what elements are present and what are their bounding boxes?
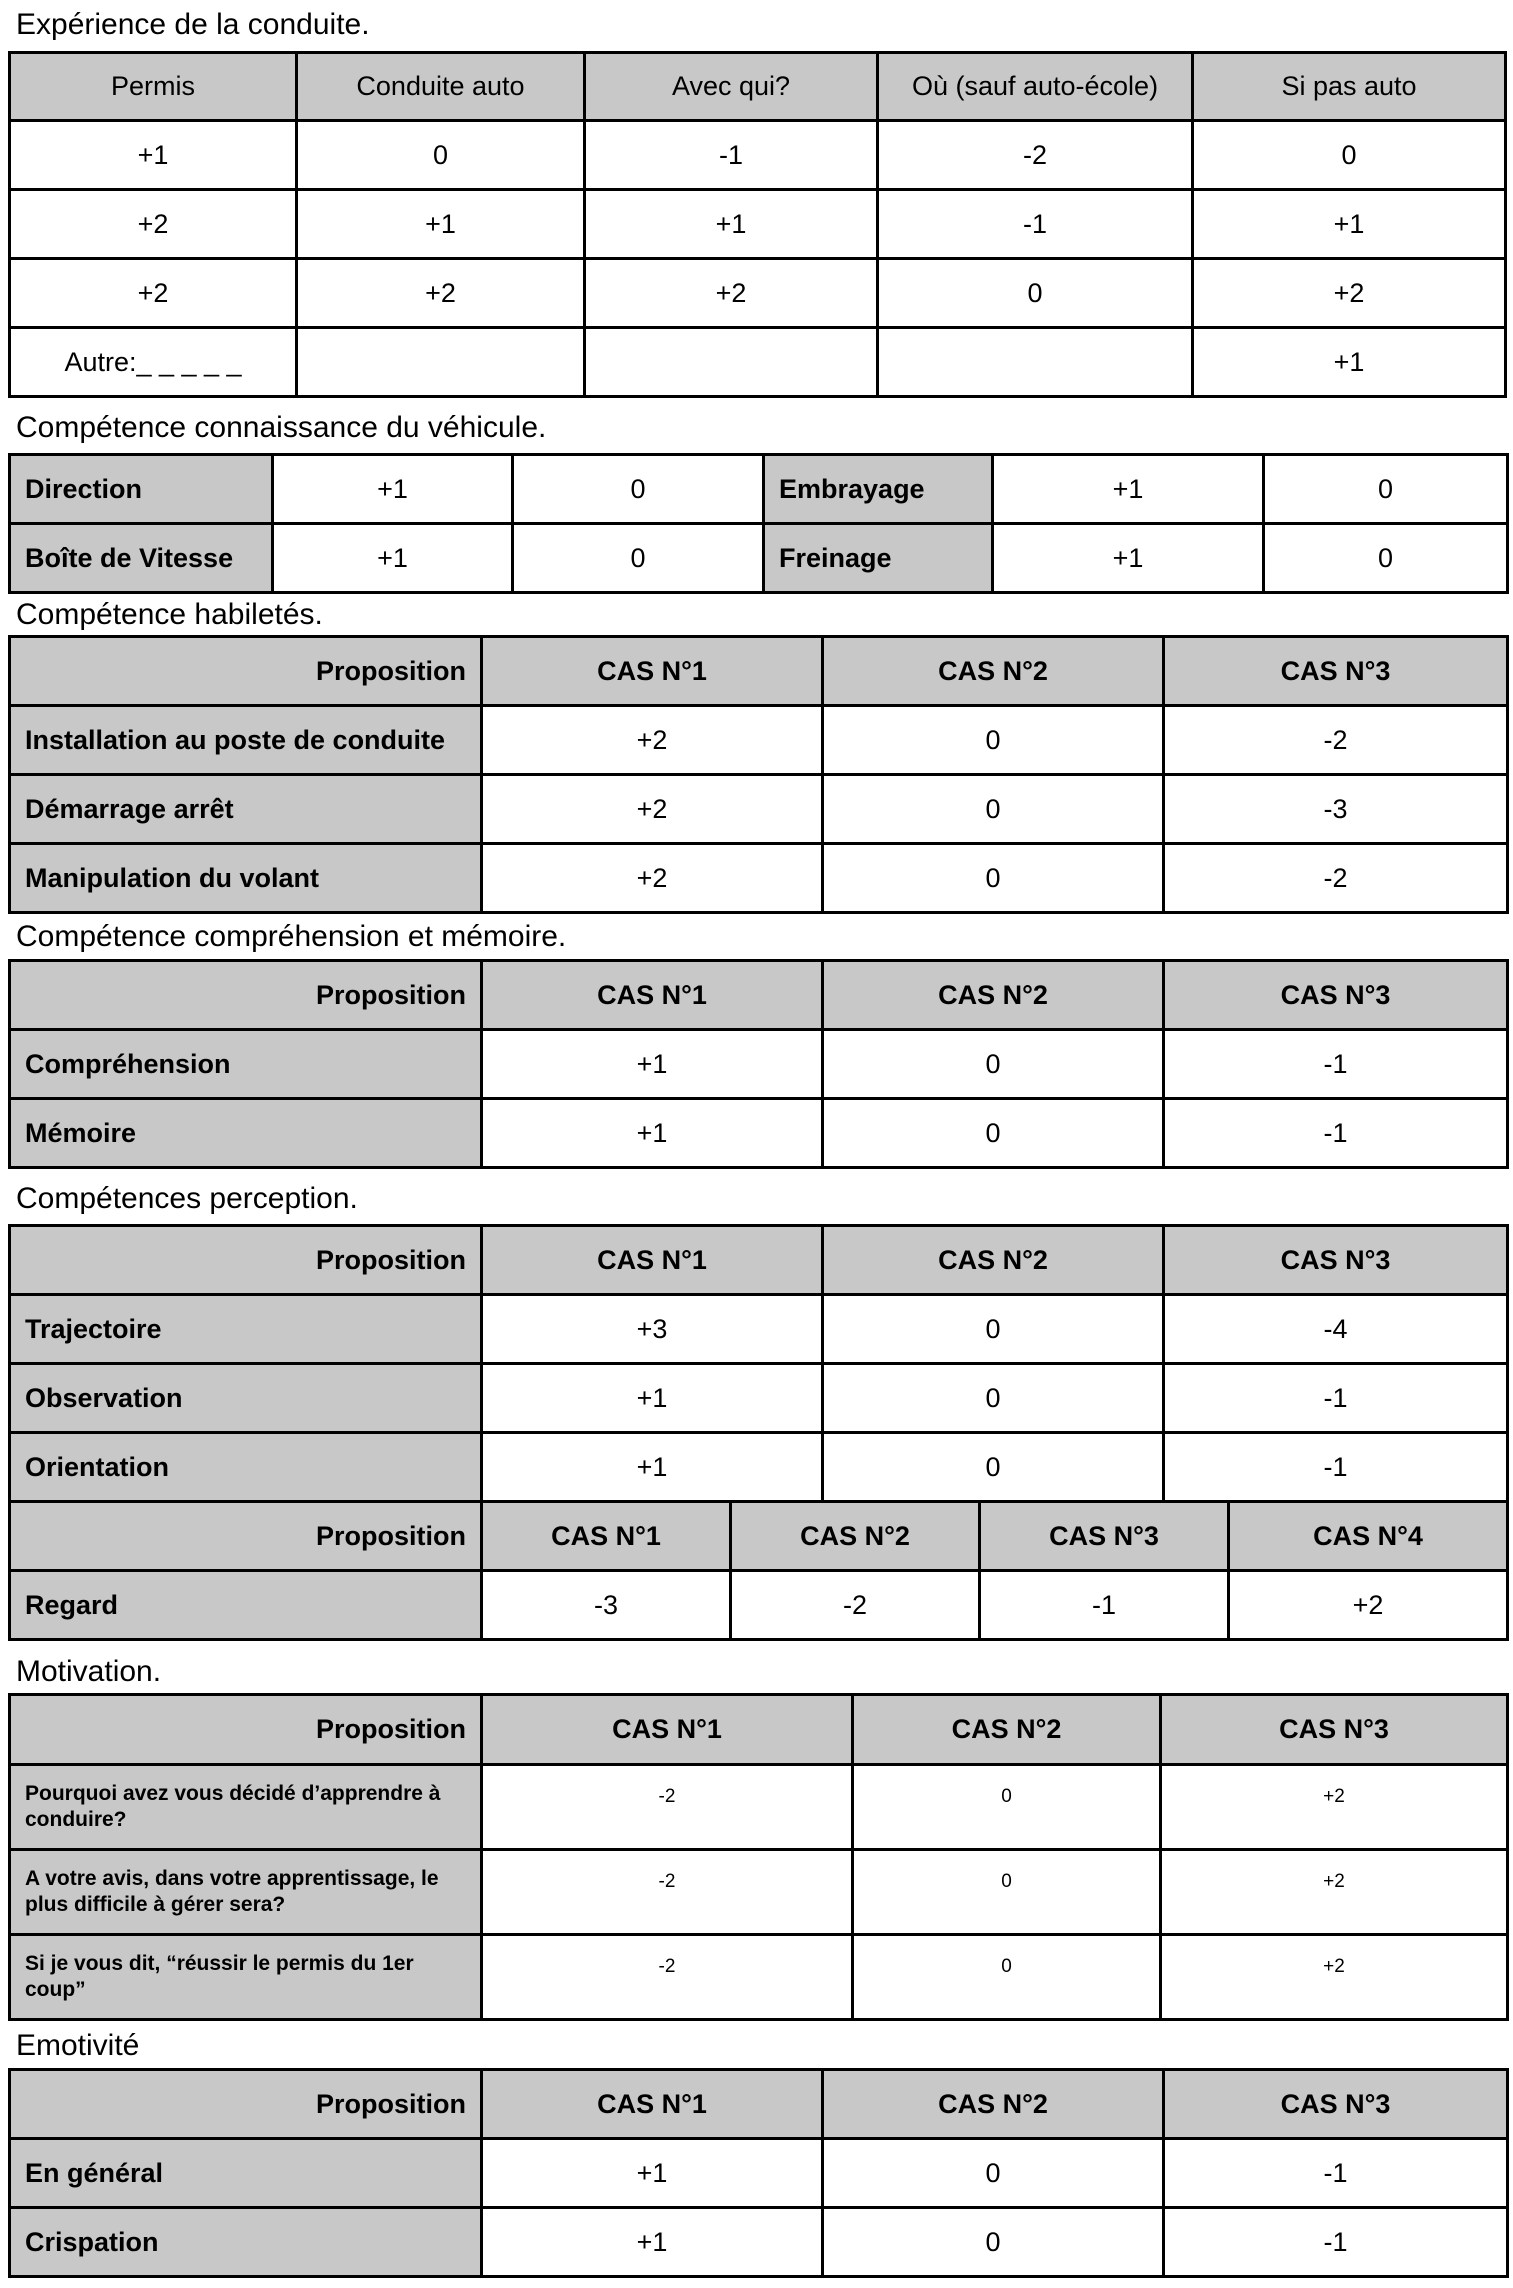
- row-label: En général: [10, 2139, 482, 2208]
- table-row: [10, 259, 1506, 328]
- table-row: [10, 121, 1506, 190]
- header-cell: CAS N°1: [482, 2070, 823, 2139]
- table-row: [10, 1850, 1508, 1935]
- header-cell: CAS N°1: [482, 1502, 731, 1571]
- table-cell: +3: [482, 1295, 823, 1364]
- header-cell: CAS N°3: [1164, 1226, 1508, 1295]
- table-cell: 0: [853, 1850, 1161, 1935]
- header-cell: Où (sauf auto-école): [878, 53, 1193, 121]
- table-cell: +1: [1193, 190, 1506, 259]
- table-cell: +2: [482, 844, 823, 913]
- table-cell: 0: [823, 1030, 1164, 1099]
- row-label: Regard: [10, 1571, 482, 1640]
- table-cell: +1: [273, 524, 513, 593]
- table-cell: -1: [1164, 2208, 1508, 2277]
- header-cell: CAS N°2: [823, 2070, 1164, 2139]
- header-cell: CAS N°1: [482, 1226, 823, 1295]
- table-cell: -2: [1164, 844, 1508, 913]
- header-cell: Proposition: [10, 1226, 482, 1295]
- table-cell: +2: [297, 259, 585, 328]
- table-row: [10, 844, 1508, 913]
- table-cell: +1: [993, 524, 1264, 593]
- header-cell: CAS N°2: [853, 1695, 1161, 1765]
- section-title-comprehension: Compétence compréhension et mémoire.: [16, 920, 567, 953]
- table-cell: -2: [482, 1850, 853, 1935]
- table-cell: -1: [1164, 2139, 1508, 2208]
- table-cell: +2: [1161, 1850, 1508, 1935]
- header-cell: Conduite auto: [297, 53, 585, 121]
- table-cell: 0: [823, 775, 1164, 844]
- table-cell: -3: [1164, 775, 1508, 844]
- table-cell: 0: [823, 2139, 1164, 2208]
- table-header-row: [10, 1695, 1508, 1765]
- table-cell: 0: [853, 1935, 1161, 2020]
- table-cell: 0: [297, 121, 585, 190]
- table-cell: 0: [823, 1433, 1164, 1502]
- header-cell: CAS N°3: [1164, 2070, 1508, 2139]
- header-cell: Proposition: [10, 961, 482, 1030]
- table-cell: +2: [1161, 1765, 1508, 1850]
- table-cell: -2: [482, 1935, 853, 2020]
- row-label: Trajectoire: [10, 1295, 482, 1364]
- table-cell: +2: [10, 259, 297, 328]
- header-cell: CAS N°1: [482, 961, 823, 1030]
- section-title-experience: Expérience de la conduite.: [16, 8, 370, 41]
- table-header-row: [10, 53, 1506, 121]
- table-cell: +1: [482, 2139, 823, 2208]
- table-row: [10, 1295, 1508, 1364]
- header-cell: Avec qui?: [585, 53, 878, 121]
- table-cell: 0: [823, 1364, 1164, 1433]
- table-cell: -1: [1164, 1433, 1508, 1502]
- header-cell: Permis: [10, 53, 297, 121]
- header-cell: CAS N°2: [823, 961, 1164, 1030]
- table-cell: -2: [1164, 706, 1508, 775]
- row-label: Observation: [10, 1364, 482, 1433]
- table-cell: -3: [482, 1571, 731, 1640]
- table-cell: +2: [1161, 1935, 1508, 2020]
- row-label: Démarrage arrêt: [10, 775, 482, 844]
- row-label: Pourquoi avez vous décidé d’apprendre à conduire?: [10, 1765, 482, 1850]
- table-cell: +1: [10, 121, 297, 190]
- table-cell: +1: [993, 455, 1264, 524]
- comprehension-table: [8, 959, 1509, 1169]
- table-header-row: [10, 1502, 1508, 1571]
- table-cell: [878, 328, 1193, 397]
- row-label: A votre avis, dans votre apprentissage, le plus difficile à gérer sera?: [10, 1850, 482, 1935]
- table-row: [10, 1571, 1508, 1640]
- table-cell: 0: [823, 1295, 1164, 1364]
- table-cell: +1: [585, 190, 878, 259]
- experience-table: [8, 51, 1507, 398]
- section-title-vehicule: Compétence connaissance du véhicule.: [16, 411, 547, 444]
- table-cell: 0: [1264, 455, 1508, 524]
- table-cell: +2: [1193, 259, 1506, 328]
- header-cell: CAS N°3: [1161, 1695, 1508, 1765]
- table-row: [10, 1433, 1508, 1502]
- table-cell: 0: [823, 1099, 1164, 1168]
- table-cell: 0: [823, 844, 1164, 913]
- autre-field[interactable]: Autre:_ _ _ _ _: [10, 328, 297, 397]
- table-row: [10, 2139, 1508, 2208]
- table-row: [10, 1364, 1508, 1433]
- table-row: [10, 1099, 1508, 1168]
- row-label: Compréhension: [10, 1030, 482, 1099]
- table-cell: 0: [1264, 524, 1508, 593]
- table-cell: +1: [482, 1433, 823, 1502]
- header-cell: Proposition: [10, 1502, 482, 1571]
- table-cell: -1: [980, 1571, 1229, 1640]
- emotivite-table: [8, 2068, 1509, 2278]
- table-cell: [585, 328, 878, 397]
- row-label: Embrayage: [764, 455, 993, 524]
- header-cell: CAS N°2: [823, 637, 1164, 706]
- header-cell: Proposition: [10, 1695, 482, 1765]
- perception-table: [8, 1224, 1509, 1503]
- header-cell: CAS N°3: [1164, 961, 1508, 1030]
- table-row: [10, 328, 1506, 397]
- row-label: Boîte de Vitesse: [10, 524, 273, 593]
- table-cell: 0: [823, 706, 1164, 775]
- header-cell: CAS N°2: [731, 1502, 980, 1571]
- table-header-row: [10, 1226, 1508, 1295]
- table-cell: -2: [482, 1765, 853, 1850]
- table-cell: 0: [513, 524, 764, 593]
- header-cell: CAS N°1: [482, 1695, 853, 1765]
- table-row: [10, 1935, 1508, 2020]
- row-label: Crispation: [10, 2208, 482, 2277]
- table-row: [10, 1030, 1508, 1099]
- table-cell: 0: [1193, 121, 1506, 190]
- section-title-motivation: Motivation.: [16, 1655, 162, 1688]
- table-cell: -1: [1164, 1364, 1508, 1433]
- table-cell: -1: [1164, 1030, 1508, 1099]
- row-label: Si je vous dit, “réussir le permis du 1er coup”: [10, 1935, 482, 2020]
- table-cell: 0: [878, 259, 1193, 328]
- table-cell: +1: [482, 2208, 823, 2277]
- table-row: [10, 524, 1508, 593]
- header-cell: Proposition: [10, 2070, 482, 2139]
- table-cell: +1: [1193, 328, 1506, 397]
- row-label: Freinage: [764, 524, 993, 593]
- header-cell: CAS N°4: [1229, 1502, 1508, 1571]
- table-cell: +2: [585, 259, 878, 328]
- table-cell: -4: [1164, 1295, 1508, 1364]
- row-label: Installation au poste de conduite: [10, 706, 482, 775]
- table-cell: 0: [823, 2208, 1164, 2277]
- header-cell: Proposition: [10, 637, 482, 706]
- table-header-row: [10, 637, 1508, 706]
- table-cell: -1: [878, 190, 1193, 259]
- table-cell: -1: [1164, 1099, 1508, 1168]
- table-row: [10, 706, 1508, 775]
- row-label: Direction: [10, 455, 273, 524]
- table-cell: +1: [482, 1030, 823, 1099]
- table-cell: +1: [297, 190, 585, 259]
- table-cell: -2: [731, 1571, 980, 1640]
- table-cell: +2: [1229, 1571, 1508, 1640]
- table-header-row: [10, 2070, 1508, 2139]
- header-cell: CAS N°2: [823, 1226, 1164, 1295]
- table-cell: +2: [10, 190, 297, 259]
- section-title-perception: Compétences perception.: [16, 1182, 358, 1215]
- habiletes-table: [8, 635, 1509, 914]
- table-cell: 0: [513, 455, 764, 524]
- table-cell: 0: [853, 1765, 1161, 1850]
- table-cell: [297, 328, 585, 397]
- vehicule-table: [8, 453, 1509, 594]
- header-cell: CAS N°1: [482, 637, 823, 706]
- motivation-table: [8, 1693, 1509, 2021]
- section-title-emotivite: Emotivité: [16, 2029, 140, 2062]
- section-title-habiletes: Compétence habiletés.: [16, 598, 323, 631]
- table-cell: -2: [878, 121, 1193, 190]
- header-cell: CAS N°3: [980, 1502, 1229, 1571]
- table-cell: +1: [273, 455, 513, 524]
- perception-regard-table: [8, 1500, 1509, 1641]
- row-label: Manipulation du volant: [10, 844, 482, 913]
- table-cell: +1: [482, 1099, 823, 1168]
- row-label: Mémoire: [10, 1099, 482, 1168]
- table-row: [10, 1765, 1508, 1850]
- table-cell: +1: [482, 1364, 823, 1433]
- table-row: [10, 455, 1508, 524]
- table-cell: +2: [482, 775, 823, 844]
- row-label: Orientation: [10, 1433, 482, 1502]
- header-cell: Si pas auto: [1193, 53, 1506, 121]
- table-header-row: [10, 961, 1508, 1030]
- table-row: [10, 2208, 1508, 2277]
- table-row: [10, 190, 1506, 259]
- table-cell: -1: [585, 121, 878, 190]
- table-cell: +2: [482, 706, 823, 775]
- header-cell: CAS N°3: [1164, 637, 1508, 706]
- table-row: [10, 775, 1508, 844]
